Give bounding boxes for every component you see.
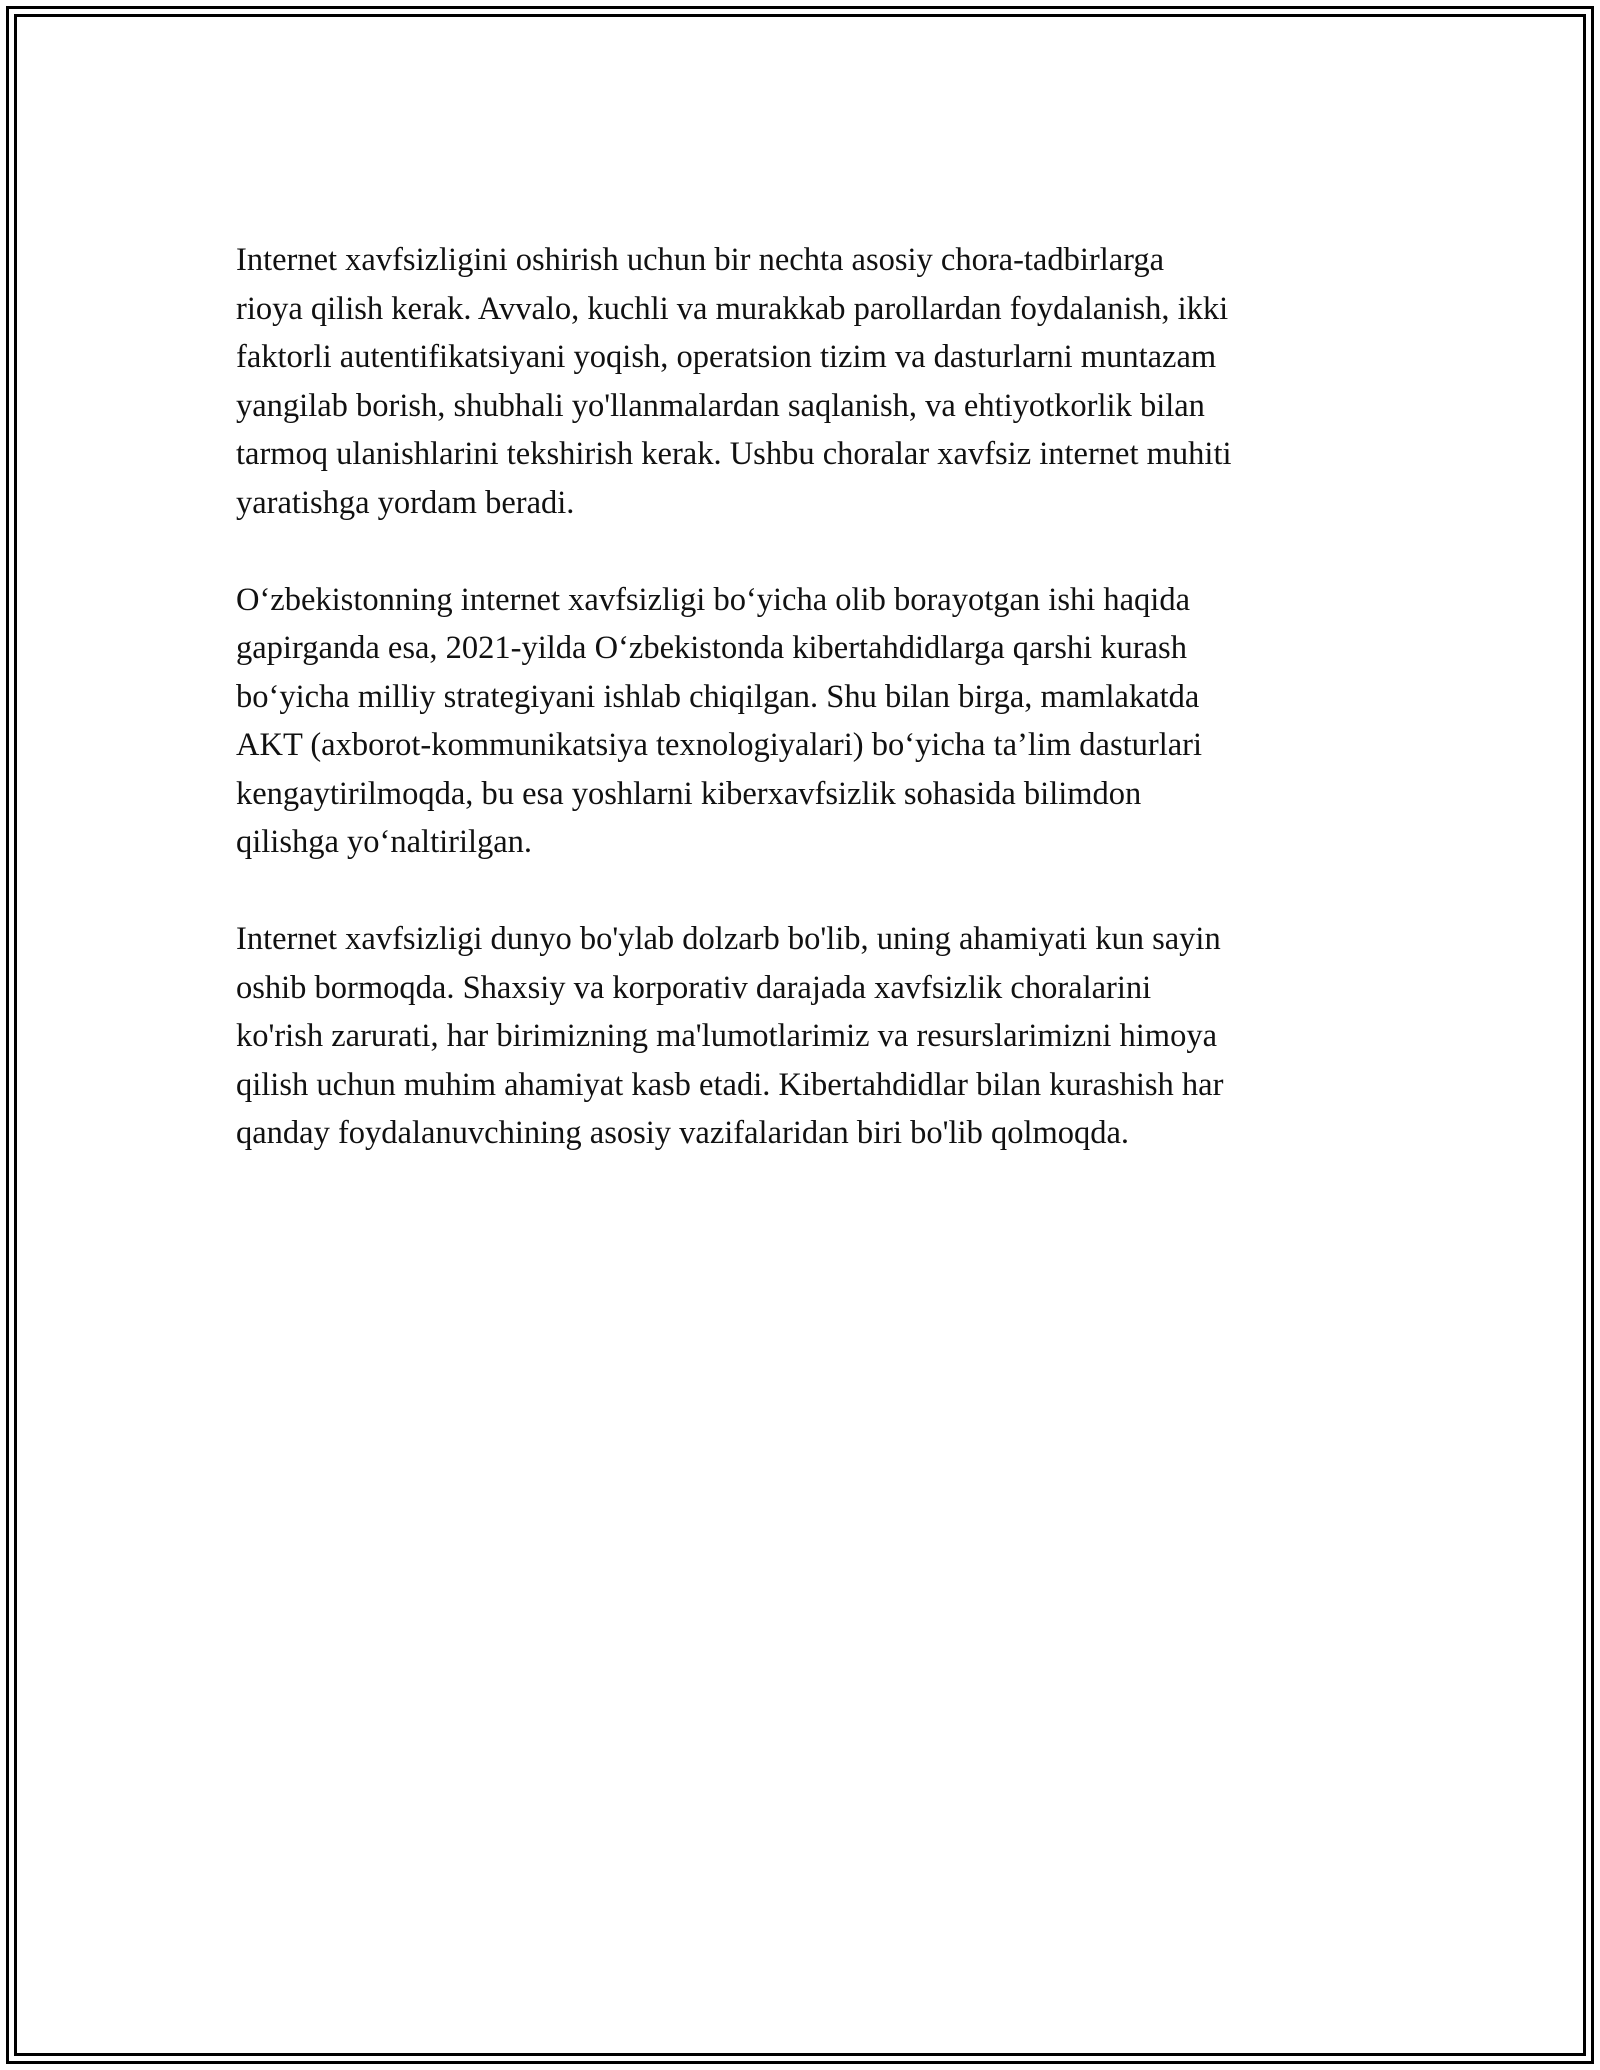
text-line: Internet xavfsizligi dunyo bo'ylab dolzarb bo'lib, uning ahamiyati kun sayin bbox=[236, 921, 1221, 957]
text-line: bo‘yicha milliy strategiyani ishlab chiqilgan. Shu bilan birga, mamlakatda bbox=[236, 678, 1200, 715]
text-line: rioya qilish kerak. Avvalo, kuchli va murakkab parollardan foydalanish, ikki bbox=[236, 290, 1229, 327]
text-line: qilish uchun muhim ahamiyat kasb etadi. Kibertahdidlar bilan kurashish har bbox=[236, 1066, 1224, 1103]
text-line: yaratishga yordam beradi. bbox=[236, 484, 575, 521]
text-line: qilishga yo‘naltirilgan. bbox=[236, 824, 533, 860]
paragraph-uzbekistan-strategy bbox=[236, 576, 1386, 867]
paragraph-internet-security-measures bbox=[236, 236, 1386, 527]
text-line: kengaytirilmoqda, bu esa yoshlarni kiberxavfsizlik sohasida bilimdon bbox=[236, 775, 1142, 812]
text-line: O‘zbekistonning internet xavfsizligi bo‘yicha olib borayotgan ishi haqida bbox=[236, 581, 1191, 618]
text-line: qanday foydalanuvchining asosiy vazifalaridan biri bo'lib qolmoqda. bbox=[236, 1115, 1130, 1151]
text-line: oshib bormoqda. Shaxsiy va korporativ darajada xavfsizlik choralarini bbox=[236, 969, 1152, 1006]
text-line: Internet xavfsizligini oshirish uchun bir nechta asosiy chora-tadbirlarga bbox=[236, 242, 1165, 278]
text-line: ko'rish zarurati, har birimizning ma'lumotlarimiz va resurslarimizni himoya bbox=[236, 1018, 1218, 1054]
text-line: faktorli autentifikatsiyani yoqish, operatsion tizim va dasturlarni muntazam bbox=[236, 339, 1217, 375]
text-line: gapirganda esa, 2021-yilda O‘zbekistonda kibertahdidlarga qarshi kurash bbox=[236, 630, 1187, 666]
text-line: AKT (axborot-kommunikatsiya texnologiyalari) bo‘yicha ta’lim dasturlari bbox=[236, 727, 1203, 763]
text-line: tarmoq ulanishlarini tekshirish kerak. Ushbu choralar xavfsiz internet muhiti bbox=[236, 436, 1232, 472]
document-body bbox=[236, 236, 1386, 1206]
text-line: yangilab borish, shubhali yo'llanmalardan saqlanish, va ehtiyotkorlik bilan bbox=[236, 387, 1205, 424]
paragraph-global-importance bbox=[236, 915, 1386, 1158]
